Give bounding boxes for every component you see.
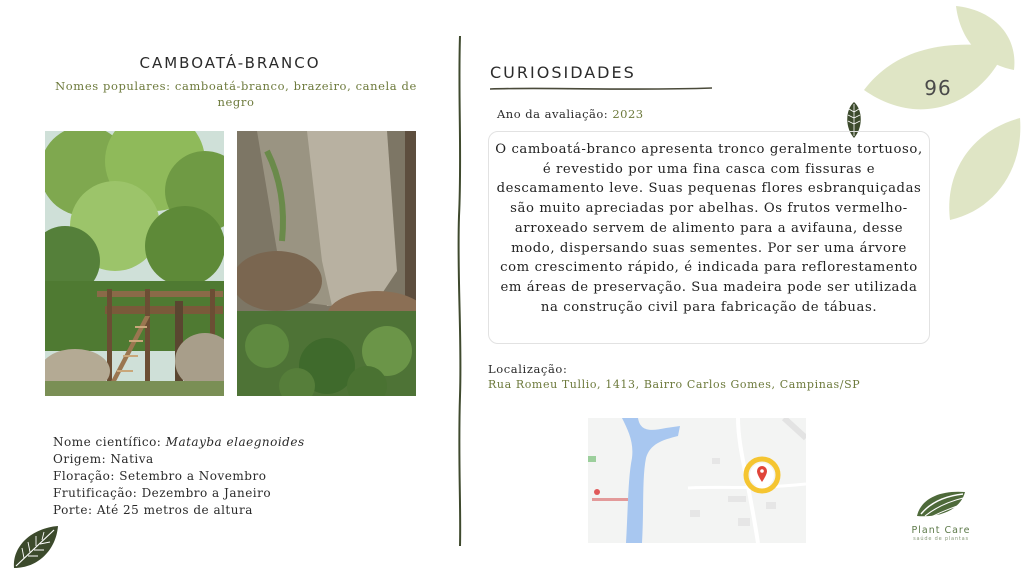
brand-logo (893, 488, 989, 542)
scientific-name-row (53, 434, 305, 451)
tree-photo-illustration (45, 131, 224, 396)
brand-name: Plant Care (911, 525, 971, 536)
brand-tagline: saúde de plantas (913, 536, 969, 542)
trunk-photo (237, 131, 416, 396)
flowering-text: Floração: Setembro a Novembro (53, 469, 267, 483)
location-address: Rua Romeu Tullio, 1413, Bairro Carlos Gomes, Campinas/SP (488, 378, 861, 391)
vertical-divider (455, 36, 465, 546)
location-label: Localização: (488, 362, 568, 376)
map-illustration (588, 418, 806, 543)
curiosities-text: O camboatá-branco apresenta tronco geralmente tortuoso, é revestido por uma fina casca com fissuras e descamamento leve. Suas pequenas flores esbranquiçadas são muito apreciadas por abelhas. Os frutos vermelho-arroxeado servem de alimento para a avifauna, desse modo, dispersando suas sementes. Por ser uma árvore com crescimento rápido, é indicada para reflorestamento em áreas de preservação. Sua madeira pode ser utilizada na construção civil para fabricação de tábuas. (488, 131, 930, 344)
trunk-photo-illustration (237, 131, 416, 396)
location-map[interactable] (588, 418, 806, 543)
heading-underline (490, 86, 712, 92)
curiosities-heading: CURIOSIDADES (490, 63, 636, 82)
size-text: Porte: Até 25 metros de altura (53, 503, 253, 517)
origin-text: Origem: Nativa (53, 452, 154, 466)
evaluation-year-value: 2023 (612, 107, 644, 121)
leaf-icon (10, 522, 62, 572)
brand-leaf-icon (913, 488, 969, 520)
fruiting-text: Frutificação: Dezembro a Janeiro (53, 486, 272, 500)
species-title: CAMBOATÁ-BRANCO (139, 54, 321, 72)
scientific-name-label: Nome científico: (53, 435, 166, 449)
scientific-name-value: Matayba elaegnoides (165, 435, 305, 449)
tree-photo (45, 131, 224, 396)
page-number: 96 (924, 76, 952, 100)
popular-names: Nomes populares: camboatá-branco, brazeiro, canela de negro (55, 79, 417, 109)
evaluation-year-label: Ano da avaliação: (497, 107, 613, 121)
species-details (53, 434, 305, 519)
evaluation-year (497, 107, 644, 121)
leaf-cluster-icon (864, 0, 1024, 230)
